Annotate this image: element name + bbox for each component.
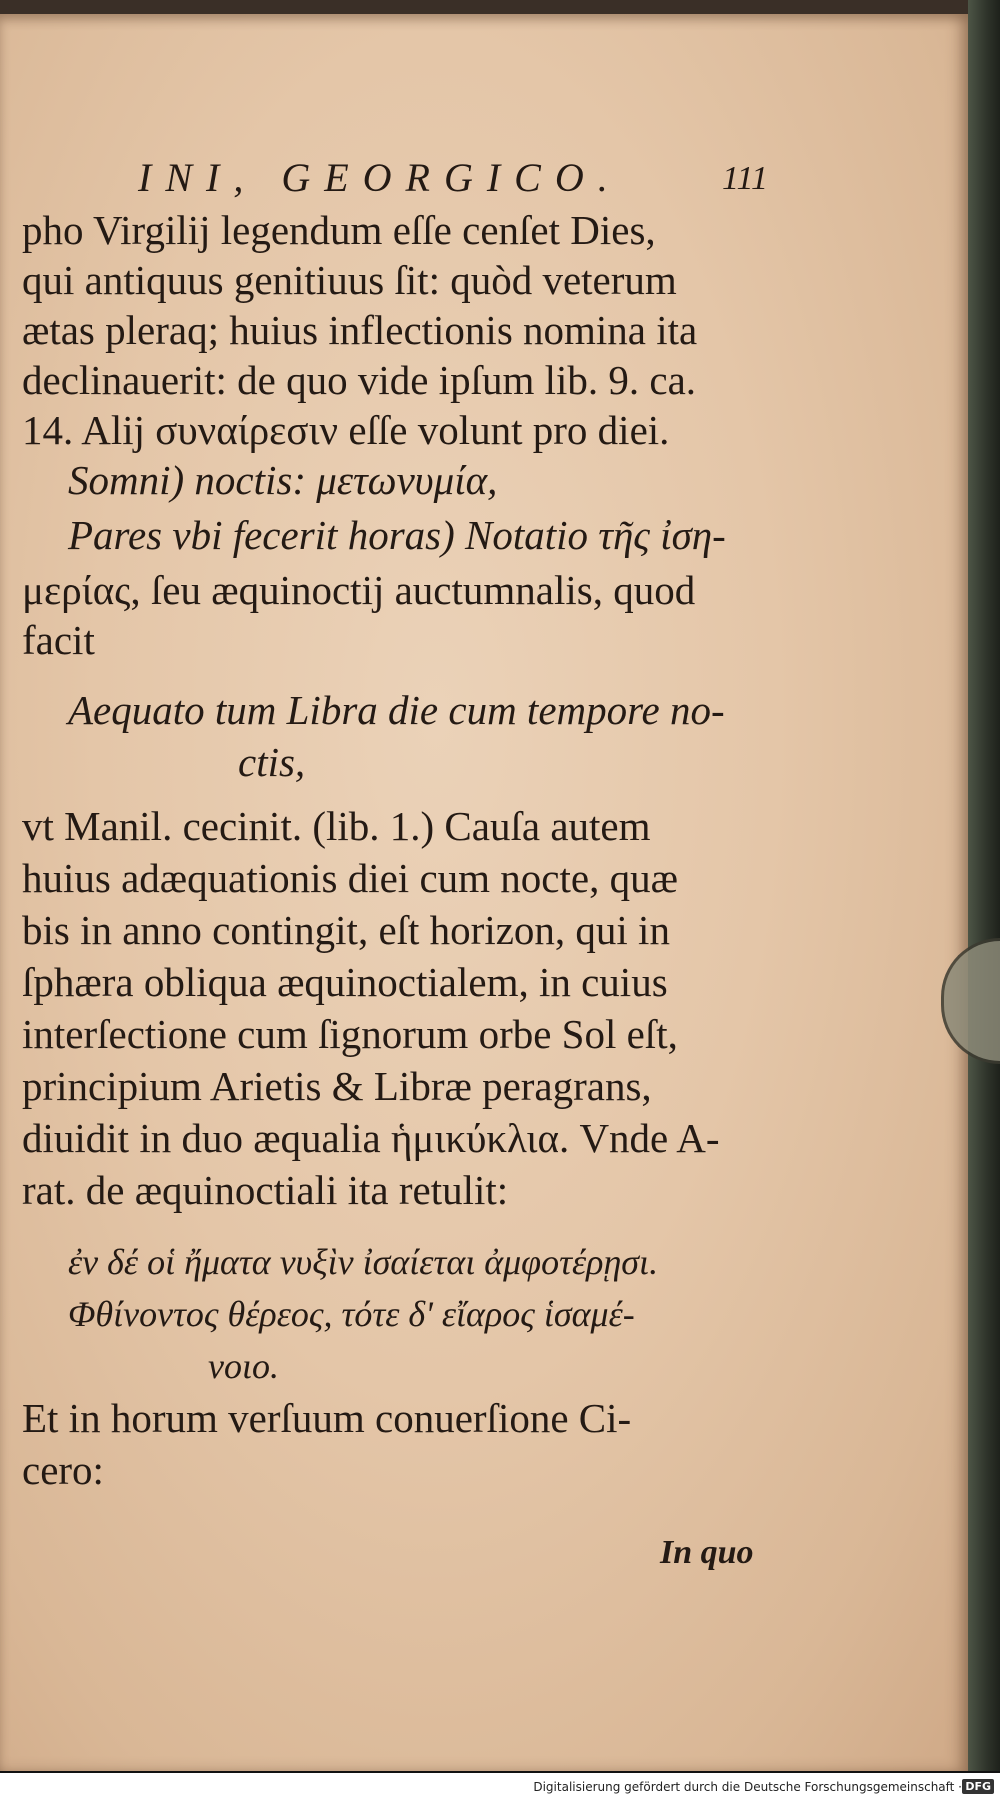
text-line: 14. Alij συναίρεσιν eſſe volunt pro diei. (22, 407, 670, 453)
text-line: rat. de æquinoctiali ita retulit: (22, 1167, 509, 1213)
text-line: pho Virgilij legendum eſſe cenſet Dies, (22, 207, 656, 253)
text-line: declinauerit: de quo vide ipſum lib. 9. ca. (22, 357, 697, 403)
book-spine (968, 0, 1000, 1797)
text-line: μερίας, ſeu æquinoctij auctumnalis, quod (22, 567, 696, 613)
page-number: 111 (722, 160, 768, 197)
footer-credit: Digitalisierung gefördert durch die Deutsche Forschungsgemeinschaft · (533, 1780, 962, 1794)
text-line: vt Manil. cecinit. (lib. 1.) Cauſa autem (22, 803, 651, 849)
text-line: cero: (22, 1447, 104, 1493)
text-line: principium Arietis & Libræ peragrans, (22, 1063, 652, 1109)
catchword: In quo (660, 1534, 754, 1571)
text-line: bis in anno contingit, eſt horizon, qui in (22, 907, 670, 953)
dfg-logo-icon: DFG (962, 1779, 994, 1794)
verse-line: Aequato tum Libra die cum tempore no- (68, 687, 725, 733)
greek-verse-line: ἐν δέ οἱ ἤματα νυξὶν ἰσαίεται ἀμφοτέρῃσι. (68, 1242, 659, 1282)
text-line: qui antiquus genitiuus ſit: quòd veterum (22, 257, 677, 303)
text-line: huius adæquationis diei cum nocte, quæ (22, 855, 678, 901)
greek-verse-line: Φθίνοντος θέρεος, τότε δ' εἴαρος ἱσαμέ- (68, 1294, 635, 1334)
greek-verse-line: νοιο. (208, 1346, 279, 1386)
text-line: facit (22, 617, 95, 663)
text-line: Pares vbi fecerit horas) Notatio τῆς ἰση- (68, 512, 726, 558)
text-line: interſectione cum ſignorum orbe Sol eſt, (22, 1011, 678, 1057)
verse-line: ctis, (238, 739, 306, 785)
text-line: Et in horum verſuum conuerſione Ci- (22, 1395, 632, 1441)
footer-bar (0, 1771, 1000, 1797)
book-page (0, 14, 968, 1772)
text-line: Somni) noctis: μετωνυμία, (68, 457, 498, 503)
text-line: ætas pleraq; huius inflectionis nomina ita (22, 307, 698, 353)
text-line: ſphæra obliqua æquinoctialem, in cuius (22, 959, 668, 1005)
running-head: INI, GEORGICO. (138, 155, 622, 200)
text-line: diuidit in duo æqualia ἡμικύκλια. Vnde A- (22, 1115, 720, 1161)
